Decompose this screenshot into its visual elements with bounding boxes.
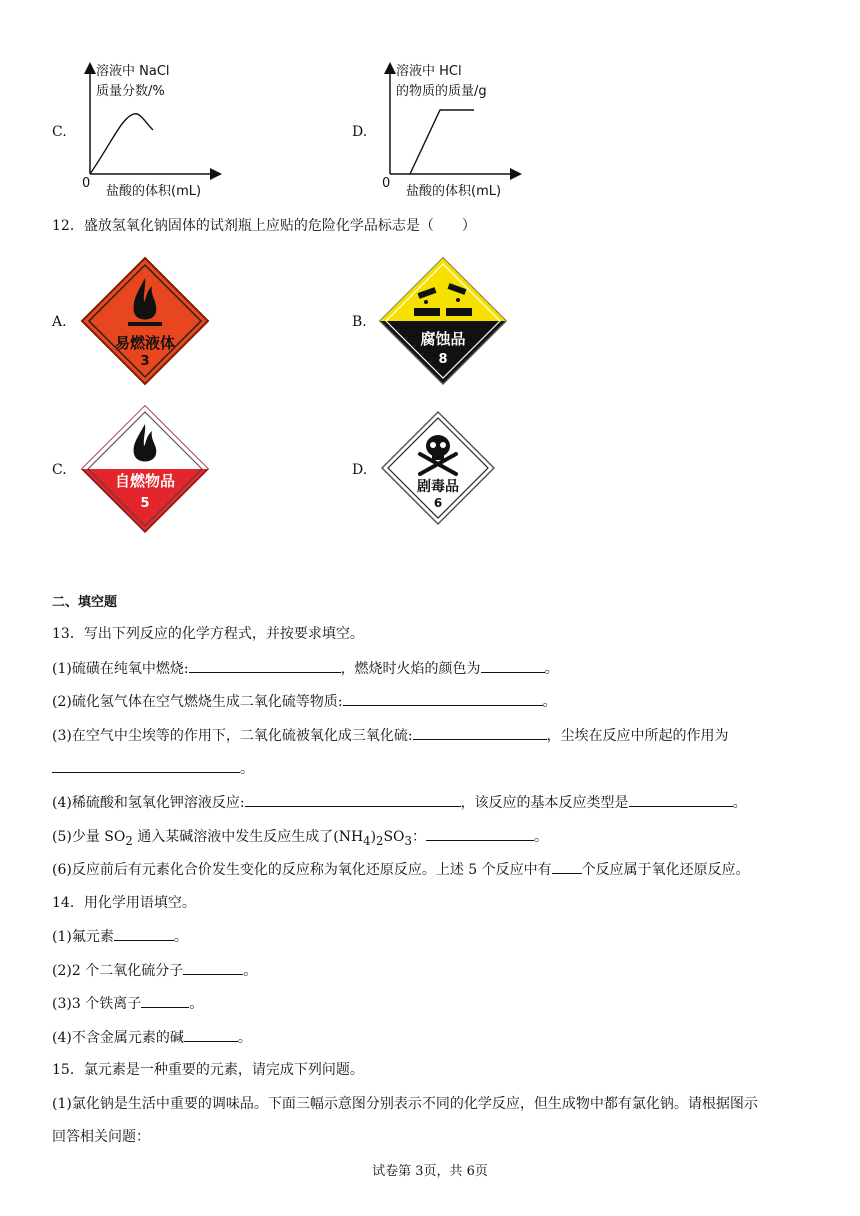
graph-d-ylabel-2: 的物质的质量/g — [396, 84, 487, 99]
q12-option-a-label: A. — [52, 314, 67, 330]
q12-option-c-label: C. — [52, 462, 67, 478]
q13-p4-end: 。 — [732, 795, 747, 811]
option-c-label: C. — [52, 124, 67, 140]
q13-part4 — [52, 792, 747, 813]
answer-blank[interactable] — [245, 792, 461, 807]
q13-p5-text: (5)少量 SO — [52, 829, 126, 845]
option-d-label: D. — [352, 124, 368, 140]
q12-option-b-label: B. — [352, 314, 367, 330]
q13-p5-text3: ) — [370, 829, 377, 845]
sign-d-text: 剧毒品 — [417, 479, 459, 495]
q13-p5-text2: 通入某碱溶液中发生反应生成了(NH — [132, 829, 364, 845]
answer-blank[interactable] — [184, 1027, 238, 1042]
q13-p1-text: (1)硫磺在纯氧中燃烧: — [52, 661, 189, 677]
graph-c-origin: 0 — [82, 176, 91, 191]
q13-p6-text: (6)反应前后有元素化合价发生变化的反应称为氧化还原反应。上述 5 个反应中有 — [52, 862, 552, 878]
sign-highly-toxic — [380, 410, 496, 526]
sign-flammable-liquid — [80, 256, 210, 386]
graph-c-xlabel: 盐酸的体积(mL) — [106, 184, 202, 199]
q13-p2-text: (2)硫化氢气体在空气燃烧生成二氧化硫等物质: — [52, 694, 343, 710]
subscript: 4 — [363, 833, 371, 848]
q13-stem: 13．写出下列反应的化学方程式，并按要求填空。 — [52, 626, 364, 642]
graph-c-curve — [90, 114, 153, 174]
q14-p3-text: (3)3 个铁离子 — [52, 996, 142, 1012]
answer-blank[interactable] — [183, 960, 243, 975]
q13-part3 — [52, 725, 729, 746]
graph-c-ylabel-1: 溶液中 NaCl — [96, 64, 170, 79]
graph-c — [82, 62, 232, 200]
q13-p3-text: (3)在空气中尘埃等的作用下，二氧化硫被氧化成三氧化硫: — [52, 728, 413, 744]
q14-part3 — [52, 993, 203, 1014]
q15-stem: 15．氯元素是一种重要的元素，请完成下列问题。 — [52, 1062, 364, 1078]
sign-a-text: 易燃液体 — [114, 334, 175, 352]
graph-d-xlabel: 盐酸的体积(mL) — [406, 184, 502, 199]
sign-c-text: 自燃物品 — [114, 472, 175, 490]
q14-p1-text: (1)氟元素 — [52, 929, 114, 945]
sign-b-text: 腐蚀品 — [420, 330, 466, 348]
answer-blank[interactable] — [413, 725, 547, 740]
q14-p2-end: 。 — [243, 963, 258, 979]
q14-part1 — [52, 926, 188, 947]
sign-a-number: 3 — [140, 354, 150, 369]
q13-part3-cont — [52, 758, 254, 779]
answer-blank[interactable] — [189, 658, 341, 673]
q15-part1-line2: 回答相关问题： — [52, 1129, 150, 1145]
graph-c-ylabel-2: 质量分数/% — [96, 84, 165, 99]
graph-d-ylabel-1: 溶液中 HCl — [396, 64, 462, 79]
subscript: 3 — [404, 833, 412, 848]
q13-p1-text2: ，燃烧时火焰的颜色为 — [340, 661, 481, 677]
answer-blank[interactable] — [552, 859, 582, 874]
q14-part4 — [52, 1027, 252, 1048]
q13-p3-text2: ，尘埃在反应中所起的作用为 — [546, 728, 729, 744]
q13-p1-end: 。 — [544, 661, 559, 677]
answer-blank[interactable] — [481, 658, 545, 673]
answer-blank[interactable] — [426, 826, 534, 841]
q14-p2-text: (2)2 个二氧化硫分子 — [52, 963, 184, 979]
graph-d-curve — [410, 110, 474, 174]
answer-blank[interactable] — [141, 993, 189, 1008]
answer-blank[interactable] — [343, 691, 543, 706]
q13-p5-colon: ： — [411, 829, 426, 845]
q13-p5-text4: SO — [383, 829, 405, 845]
q12-option-d-label: D. — [352, 462, 368, 478]
q15-part1-line1: (1)氯化钠是生活中重要的调味品。下面三幅示意图分别表示不同的化学反应，但生成物中都有氯化钠。请根据图示 — [52, 1096, 758, 1112]
q13-p4-text2: ，该反应的基本反应类型是 — [460, 795, 629, 811]
q14-part2 — [52, 960, 257, 981]
q12-stem: 12．盛放氢氧化钠固体的试剂瓶上应贴的危险化学品标志是（ ） — [52, 218, 476, 234]
q14-p1-end: 。 — [173, 929, 188, 945]
q13-p6-end: 个反应属于氧化还原反应。 — [581, 862, 750, 878]
sign-b-number: 8 — [438, 352, 448, 367]
q13-part5 — [52, 826, 548, 851]
q13-part1 — [52, 658, 559, 679]
sign-corrosive — [378, 256, 508, 386]
q13-p5-end: 。 — [533, 829, 548, 845]
q13-part6 — [52, 859, 750, 880]
subscript: 2 — [376, 833, 384, 848]
page-footer: 试卷第 3页，共 6页 — [372, 1164, 488, 1179]
subscript: 2 — [125, 833, 133, 848]
q13-p2-end: 。 — [542, 694, 557, 710]
sign-spontaneous-combustion — [80, 404, 210, 534]
answer-blank[interactable] — [629, 792, 733, 807]
sign-d-number: 6 — [433, 496, 443, 510]
q14-p4-end: 。 — [237, 1030, 252, 1046]
graph-d-origin: 0 — [382, 176, 391, 191]
q13-p4-text: (4)稀硫酸和氢氧化钾溶液反应: — [52, 795, 245, 811]
section-title: 二、填空题 — [52, 595, 118, 610]
q14-p3-end: 。 — [189, 996, 204, 1012]
q13-part2 — [52, 691, 557, 712]
answer-blank[interactable] — [114, 926, 174, 941]
q14-stem: 14．用化学用语填空。 — [52, 895, 196, 911]
graph-d — [382, 62, 532, 200]
answer-blank[interactable] — [52, 758, 240, 773]
q13-p3-end: 。 — [240, 761, 254, 777]
sign-c-number: 5 — [140, 496, 150, 511]
q14-p4-text: (4)不含金属元素的碱 — [52, 1030, 184, 1046]
